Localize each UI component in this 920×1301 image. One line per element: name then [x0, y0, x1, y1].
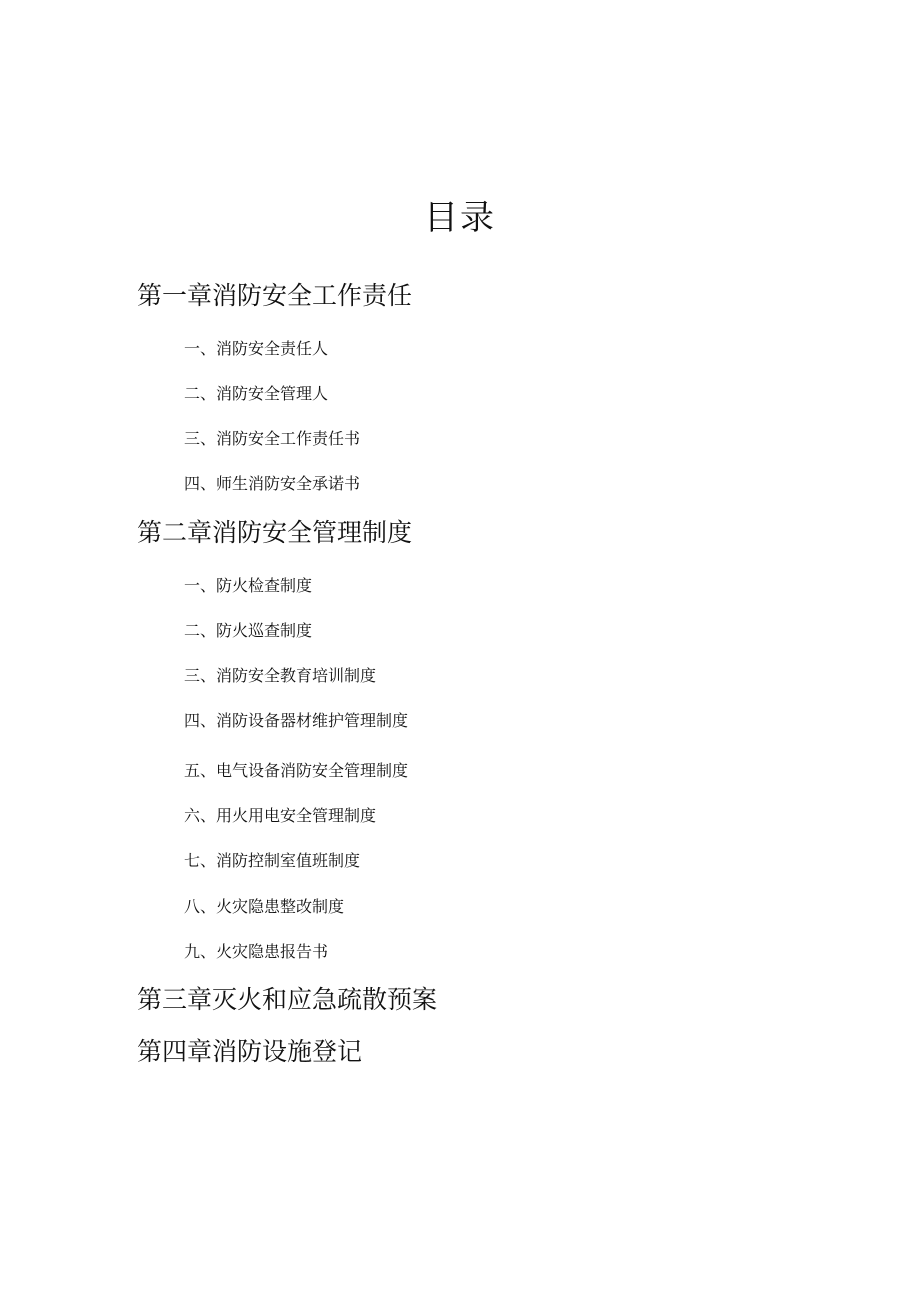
toc-entry: 七、消防控制室值班制度 — [184, 851, 361, 870]
toc-entry: 二、防火巡查制度 — [184, 621, 313, 640]
chapter-4-heading: 第四章消防设施登记 — [137, 1037, 363, 1066]
chapter-2-heading: 第二章消防安全管理制度 — [137, 518, 413, 547]
toc-entry: 九、火灾隐患报告书 — [184, 942, 329, 961]
chapter-1-heading: 第一章消防安全工作责任 — [137, 281, 413, 310]
toc-entry: 八、火灾隐患整改制度 — [184, 897, 345, 916]
toc-entry: 六、用火用电安全管理制度 — [184, 806, 377, 825]
toc-entry: 一、防火检查制度 — [184, 576, 313, 595]
toc-entry: 一、消防安全责任人 — [184, 339, 329, 358]
toc-entry: 五、电气设备消防安全管理制度 — [184, 761, 409, 780]
toc-entry: 三、消防安全教育培训制度 — [184, 666, 377, 685]
toc-entry: 三、消防安全工作责任书 — [184, 429, 361, 448]
toc-entry: 四、消防设备器材维护管理制度 — [184, 711, 409, 730]
chapter-3-heading: 第三章灭火和应急疏散预案 — [137, 985, 438, 1014]
toc-entry: 二、消防安全管理人 — [184, 384, 329, 403]
toc-entry: 四、师生消防安全承诺书 — [184, 474, 361, 493]
page-title: 目录 — [424, 198, 496, 238]
